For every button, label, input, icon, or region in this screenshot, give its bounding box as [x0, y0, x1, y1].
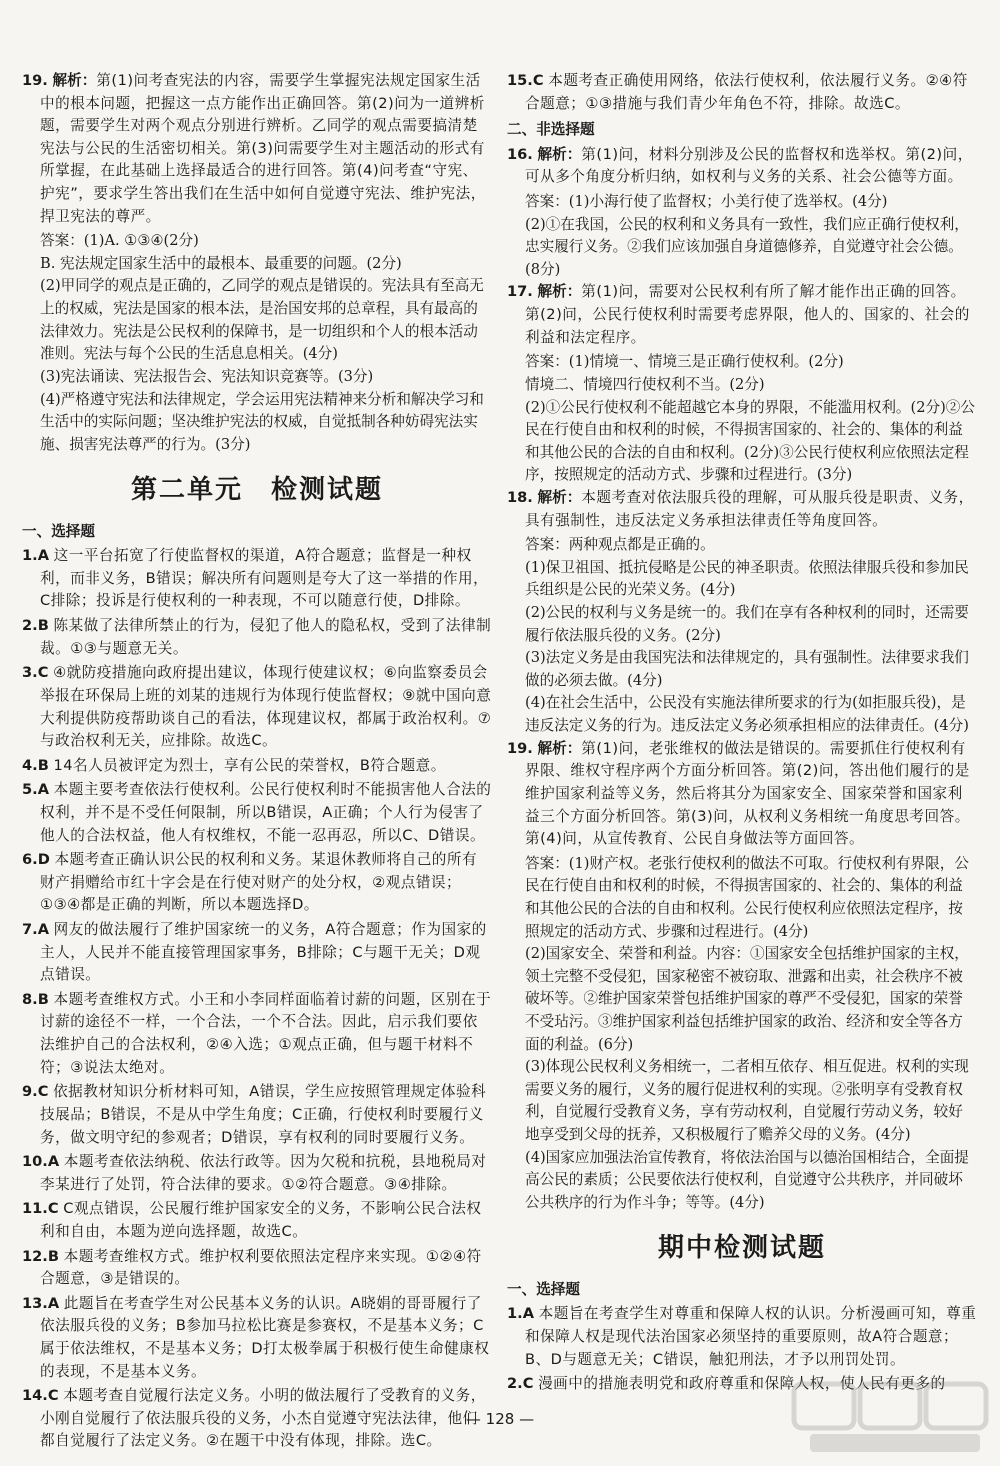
answer-line	[507, 853, 977, 943]
section-title: 期中检测试题	[657, 1233, 826, 1264]
question-item	[22, 615, 492, 660]
question-number: 10.A	[22, 1153, 60, 1171]
answer-line	[22, 275, 492, 365]
answer-line	[22, 366, 492, 389]
answer-line	[507, 534, 977, 557]
label-keyword: 答案：	[525, 536, 569, 554]
answer-line	[507, 692, 977, 737]
paragraph-text: 两种观点都是正确的。	[568, 536, 715, 554]
question-number: 14.C	[22, 1387, 59, 1405]
question-number: 7.A	[22, 921, 49, 939]
paragraph-text: 此题旨在考查学生对公民基本义务的认识。A晓娟的哥哥履行了依法服兵役的义务；B参加马拉松比赛是参赛权，不是基本义务；C属于依法维权，不是基本义务；D打太极拳属于积极行使生命健康权的表现，不是基本义务。	[40, 1294, 490, 1380]
question-item	[22, 70, 492, 228]
paragraph-text: 本题考查正确使用网络，依法行使权利，依法履行义务。②④符合题意；①③措施与我们青少年角色不符，排除。故选C。	[525, 72, 968, 112]
paragraph-text: 本题考查维权方式。维护权利要依照法定程序来实现。①②④符合题意，③是错误的。	[40, 1247, 482, 1288]
watermark-logo	[790, 1378, 990, 1458]
question-item	[507, 281, 977, 349]
paragraph-text: 14名人员被评定为烈士，享有公民的荣誉权，B符合题意。	[53, 756, 446, 774]
question-number: 12.B	[22, 1247, 59, 1265]
question-item	[507, 144, 977, 189]
answer-line	[507, 191, 977, 214]
answer-line	[22, 253, 492, 276]
question-number: 6.D	[22, 851, 50, 869]
label-keyword: 解析：	[537, 488, 582, 506]
question-number: 13.A	[22, 1294, 60, 1312]
paragraph-text: (2)公民的权利与义务是统一的。我们在享有各种权利的同时，还需要履行依法服兵役的义务。(2分)	[525, 604, 969, 644]
paragraph-text: 本题考查对依法服兵役的理解，可从服兵役是职责、义务，具有强制性，违反法定义务承担法律责任等角度回答。	[525, 488, 974, 529]
question-number: 17.	[507, 283, 533, 301]
answer-line	[507, 647, 977, 692]
question-item	[22, 1246, 492, 1291]
paragraph-text: (2)①在我国，公民的权利和义务具有一致性，我们应正确行使权利，忠实履行义务。②我们应该加强自身道德修养，自觉遵守社会公德。(8分)	[525, 215, 969, 278]
label-keyword: 答案：	[40, 232, 84, 250]
question-item	[22, 989, 492, 1079]
question-item	[22, 1198, 492, 1243]
paragraph-text: 第(1)问，老张维权的做法是错误的。需要抓住行使权利有界限、维权守程序两个方面分析回答。第(2)问，答出他们履行的是维护国家利益等义务，然后将其分为国家安全、国家荣誉和国家利益三个方面分析回答。第(3)问，从权利义务相统一角度思考回答。第(4)问，从宣传教育、公民自身做法等方面回答。	[525, 739, 970, 848]
paragraph-text: (3)宪法诵读、宪法报告会、宪法知识竞赛等。(3分)	[40, 367, 374, 385]
answer-line	[507, 351, 977, 374]
paragraph-text: (2)①公民行使权利不能超越它本身的界限，不能滥用权利。(2分)②公民在行使自由和权利的时候，不得损害国家的、社会的、集体的利益和其他公民的合法的自由和权利。(2分)③公民行使权利应依照法定程序，按照规定的活动方式、步骤和过程进行。(3分)	[525, 398, 975, 484]
paragraph-text: 情境二、情境四行使权利不当。(2分)	[525, 375, 765, 393]
question-number: 19.	[507, 739, 533, 757]
question-number: 19.	[22, 72, 48, 89]
paragraph-text: 本题考查正确认识公民的权利和义务。某退休教师将自己的所有财产捐赠给市红十字会是在行使对财产的处分权，②观点错误；①③④都是正确的判断，所以本题选择D。	[40, 851, 478, 914]
question-item	[507, 70, 977, 115]
question-item	[507, 738, 977, 851]
paragraph-text: (1)保卫祖国、抵抗侵略是公民的神圣职责。依照法律服兵役和参加民兵组织是公民的光荣义务。(4分)	[525, 558, 969, 599]
paragraph-text: (1)A. ①③④(2分)	[83, 232, 199, 250]
paragraph-text: 本题考查依法纳税、依法行政等。因为欠税和抗税，县地税局对李某进行了处罚，符合法律的要求。①②符合题意。③④排除。	[40, 1153, 487, 1193]
question-item	[22, 1151, 492, 1196]
label-keyword: 解析：	[52, 72, 97, 89]
question-number: 3.C	[22, 664, 49, 682]
question-number: 4.B	[22, 756, 49, 774]
question-item	[22, 779, 492, 847]
question-number: 1.A	[22, 547, 49, 565]
section-title: 第二单元 检测试题	[130, 475, 383, 506]
paragraph-text: 第(1)问考查宪法的内容，需要学生掌握宪法规定国家生活中的根本问题，把握这一点方能作出正确回答。第(2)问为一道辨析题，需要学生对两个观点分别进行辨析。乙同学的观点需要搞清楚宪法与公民的生活密切相关。第(3)问需要学生对主题活动的形式有所掌握，在此基础上选择最适合的进行回答。第(4)问考查“守宪、护宪”，要求学生答出我们在生活中如何自觉遵守宪法、维护宪法，捍卫宪法的尊严。	[40, 72, 486, 225]
paragraph-text: 本题旨在考查学生对尊重和保障人权的认识。分析漫画可知，尊重和保障人权是现代法治国家必须坚持的重要原则，故A符合题意；B、D与题意无关；C错误，触犯刑法，才予以刑罚处罚。	[525, 1305, 977, 1368]
question-item	[22, 849, 492, 917]
paragraph-text: 网友的做法履行了维护国家统一的义务，A符合题意；作为国家的主人，人民并不能直接管理国家事务，B排除；C与题干无关；D观点错误。	[40, 921, 487, 984]
answer-line	[507, 374, 977, 397]
answer-line	[507, 1056, 977, 1146]
label-keyword: 答案：	[525, 854, 569, 872]
answer-line	[507, 1147, 977, 1215]
paragraph-text: (3)体现公民权利义务相统一，二者相互依存、相互促进。权利的实现需要义务的履行，义务的履行促进权利的实现。②张明享有受教育权利，自觉履行受教育义务，享有劳动权利，自觉履行劳动义务，较好地享受到父母的抚养，又积极履行了赡养父母的义务。(4分)	[525, 1058, 969, 1144]
subsection-heading: 一、选择题	[22, 522, 95, 540]
paragraph-text: B. 宪法规定国家生活中的最根本、最重要的问题。(2分)	[40, 254, 402, 272]
answer-line	[507, 214, 977, 282]
paragraph-text: 本题考查自觉履行法定义务。小明的做法履行了受教育的义务，小刚自觉履行了依法服兵役的义务，小杰自觉遵守宪法法律，他们都自觉履行了法定义务。②在题干中没有体现，排除。选C。	[40, 1387, 486, 1450]
question-number: 9.C	[22, 1083, 49, 1101]
paragraph-text: (4)国家应加强法治宣传教育，将依法治国与以德治国相结合，全面提高公民的素质；公民要依法行使权利，自觉遵守公共秩序，并同破坏公共秩序的行为作斗争；等等。(4分)	[525, 1148, 969, 1211]
paragraph-text: (1)情境一、情境三是正确行使权利。(2分)	[568, 353, 844, 371]
question-item	[507, 487, 977, 532]
question-number: 18.	[507, 488, 533, 506]
paragraph-text: 本题考查维权方式。小王和小李同样面临着讨薪的问题，区别在于讨薪的途径不一样，一个合法，一个不合法。因此，启示我们要依法维护自己的合法权利，②④入选；①观点正确，但与题干材料不符；③说法太绝对。	[40, 990, 492, 1076]
answer-line	[507, 557, 977, 602]
question-number: 15.C	[507, 72, 544, 89]
question-item	[22, 1293, 492, 1383]
question-number: 16.	[507, 145, 533, 163]
label-keyword: 解析：	[537, 283, 582, 301]
answer-line	[22, 230, 492, 253]
paragraph-text: (2)国家安全、荣誉和利益。内容：①国家安全包括维护国家的主权，领土完整不受侵犯，国家秘密不被窃取、泄露和出卖，社会秩序不被破坏等。②维护国家荣誉包括维护国家的尊严不受侵犯，国家的荣誉不受玷污。③维护国家利益包括维护国家的政治、经济和安全等各方面的利益。(6分)	[525, 945, 969, 1053]
question-number: 2.C	[507, 1375, 534, 1393]
paragraph-text: 这一平台拓宽了行使监督权的渠道，A符合题意；监督是一种权利，而非义务，B错误；解决所有问题则是夸大了这一举措的作用，C排除；投诉是行使权利的一种表现，不可以随意行使，D排除。	[40, 547, 489, 610]
question-number: 5.A	[22, 781, 49, 799]
answer-line	[22, 389, 492, 457]
paragraph-text: 依据教材知识分析材料可知，A错误，学生应按照管理规定体验科技展品；B错误，不是从中学生角度；C正确，行使权利时要履行义务，做文明守纪的参观者；D错误，享有权利的同时要履行义务。	[40, 1083, 487, 1146]
right-column	[507, 70, 977, 1398]
question-item	[22, 755, 492, 778]
question-item	[22, 919, 492, 987]
question-item	[22, 662, 492, 752]
page-number: — 128 —	[465, 1410, 535, 1428]
paragraph-text: (4)严格遵守宪法和法律规定，学会运用宪法精神来分析和解决学习和生活中的实际问题；坚决维护宪法的权威，自觉抵制各种妨碍宪法实施、损害宪法尊严的行为。(3分)	[40, 390, 484, 453]
subsection-heading: 二、非选择题	[507, 121, 595, 139]
question-item	[22, 1081, 492, 1149]
paragraph-text: 漫画中的措施表明党和政府尊重和保障人权，使人民有更多的	[538, 1375, 946, 1393]
paragraph-text: C观点错误，公民履行维护国家安全的义务，不影响公民合法权利和自由，本题为逆向选择题，故选C。	[40, 1200, 482, 1240]
answer-line	[507, 397, 977, 487]
question-item	[22, 545, 492, 613]
paragraph-text: 第(1)问，需要对公民权利有所了解才能作出正确的回答。第(2)问，公民行使权利时需要考虑界限，他人的、国家的、社会的利益和法定程序。	[525, 283, 970, 346]
question-number: 1.A	[507, 1305, 534, 1323]
paragraph-text: (4)在社会生活中，公民没有实施法律所要求的行为(如拒服兵役)，是违反法定义务的行为。违反法定义务必须承担相应的法律责任。(4分)	[525, 694, 969, 735]
question-number: 2.B	[22, 617, 49, 635]
subsection-heading: 一、选择题	[507, 1280, 580, 1298]
paragraph-text: 本题主要考查依法行使权利。公民行使权利时不能损害他人合法的权利，并不是不受任何限制，所以B错误，A正确；个人行为侵害了他人的合法权益，他人有权维权，不能一忍再忍，所以C、D错误。	[40, 781, 492, 844]
paragraph-text: (1)财产权。老张行使权利的做法不可取。行使权利有界限，公民在行使自由和权利的时候，不得损害国家的、社会的、集体的利益和其他公民的合法的自由和权利。公民行使权利应依照法定程序，按照规定的活动方式、步骤和过程进行。(4分)	[525, 854, 969, 940]
question-number: 8.B	[22, 990, 49, 1008]
answer-line	[507, 943, 977, 1056]
paragraph-text: 第(1)问，材料分别涉及公民的监督权和选举权。第(2)问，可从多个角度分析归纳，如权利与义务的关系、社会公德等方面。	[525, 145, 973, 186]
paragraph-text: (2)甲同学的观点是正确的，乙同学的观点是错误的。宪法具有至高无上的权威，宪法是国家的根本法，是治国安邦的总章程，具有最高的法律效力。宪法是公民权利的保障书，是一切组织和个人的根本活动准则。宪法与每个公民的生活息息相关。(4分)	[40, 277, 484, 363]
label-keyword: 答案：	[525, 353, 569, 371]
answer-line	[507, 602, 977, 647]
question-number: 11.C	[22, 1200, 59, 1218]
paragraph-text: (1)小海行使了监督权；小美行使了选举权。(4分)	[568, 193, 888, 211]
label-keyword: 解析：	[537, 145, 582, 163]
question-item	[507, 1303, 977, 1371]
label-keyword: 解析：	[537, 739, 582, 757]
paragraph-text: ④就防疫措施向政府提出建议，体现行使建议权；⑥向监察委员会举报在环保局上班的刘某的违规行为体现行使监督权；⑨就中国向意大利提供防疫帮助谈自己的看法，体现建议权，都属于政治权利。⑦与政治权利无关，应排除。故选C。	[40, 664, 492, 750]
paragraph-text: 陈某做了法律所禁止的行为，侵犯了他人的隐私权，受到了法律制裁。①③与题意无关。	[40, 617, 492, 657]
paragraph-text: (3)法定义务是由我国宪法和法律规定的，具有强制性。法律要求我们做的必须去做。(4分)	[525, 649, 969, 689]
left-column	[22, 70, 492, 1455]
label-keyword: 答案：	[525, 193, 569, 211]
